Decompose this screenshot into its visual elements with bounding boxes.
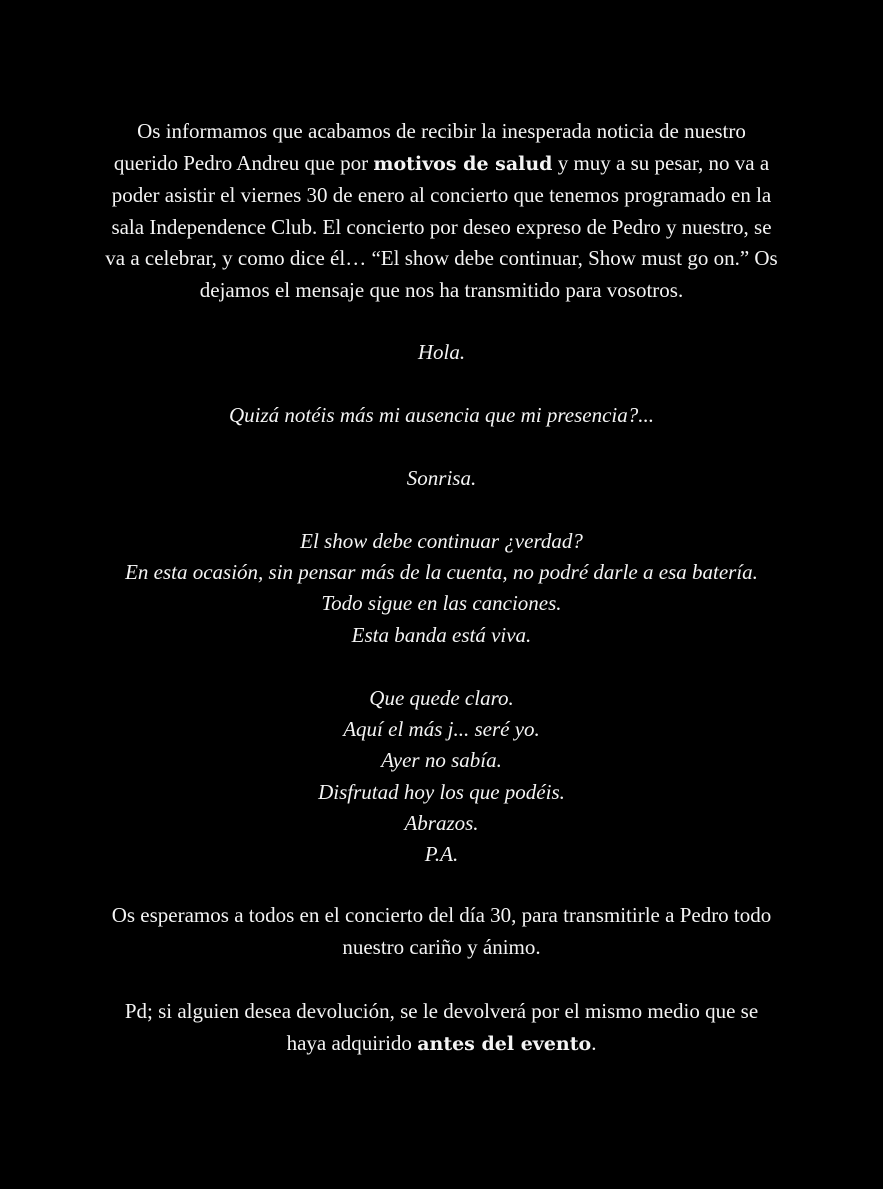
stanza-line: Abrazos. [404, 810, 479, 835]
question-line: Quizá notéis más mi ausencia que mi presencia?... [228, 403, 654, 427]
message-show-stanza [30, 526, 853, 651]
stanza-line: En esta ocasión, sin pensar más de la cuenta, no podré darle a esa batería. [125, 560, 758, 585]
smile-line: Sonrisa. [406, 466, 477, 490]
postscript-paragraph [30, 996, 853, 1060]
bold-health-reason: motivos de salud [373, 152, 553, 175]
message-question [30, 400, 853, 432]
stanza-line: El show debe continuar ¿verdad? [300, 529, 583, 553]
message-greeting [30, 337, 853, 369]
postscript-line [30, 1028, 853, 1061]
message-closing-stanza [30, 683, 853, 870]
stanza-line: Esta banda está viva. [351, 622, 532, 647]
intro-paragraph [30, 116, 853, 307]
bold-before-event: antes del evento [417, 1032, 592, 1055]
stanza-line: Aquí el más j... seré yo. [343, 717, 540, 742]
signature-initials: P.A. [424, 842, 459, 867]
greeting-line: Hola. [417, 340, 466, 364]
intro-line: dejamos el mensaje que nos ha transmitido para vosotros. [199, 277, 684, 302]
postscript-line: Pd; si alguien desea devolución, se le devolverá por el mismo medio que se [124, 999, 759, 1023]
invitation-line: Os esperamos a todos en el concierto del día 30, para transmitirle a Pedro todo [111, 903, 772, 927]
postscript-text: . [591, 1030, 597, 1055]
postscript-text: haya adquirido [286, 1030, 418, 1055]
stanza-line: Todo sigue en las canciones. [321, 591, 562, 616]
intro-line: poder asistir el viernes 30 de enero al concierto que tenemos programado en la [111, 183, 772, 208]
intro-line: Os informamos que acabamos de recibir la inesperada noticia de nuestro [137, 119, 746, 143]
stanza-line: Ayer no sabía. [381, 748, 502, 773]
intro-text: querido Pedro Andreu que por [113, 150, 374, 175]
stanza-line: Que quede claro. [369, 686, 514, 710]
intro-line [30, 148, 853, 181]
invitation-paragraph [30, 900, 853, 963]
intro-line: va a celebrar, y como dice él… “El show debe continuar, Show must go on.” Os [105, 246, 778, 271]
invitation-line: nuestro cariño y ánimo. [342, 934, 541, 959]
stanza-line: Disfrutad hoy los que podéis. [318, 779, 565, 804]
message-smile [30, 463, 853, 495]
intro-text: y muy a su pesar, no va a [552, 150, 770, 175]
intro-line: sala Independence Club. El concierto por deseo expreso de Pedro y nuestro, se [111, 214, 772, 239]
